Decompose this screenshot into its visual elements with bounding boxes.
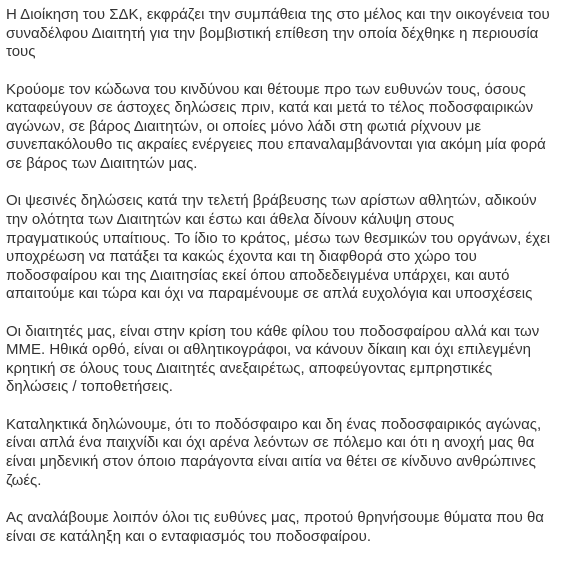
paragraph-warning: Κρούομε τον κώδωνα του κινδύνου και θέτουμε προ των ευθυνών τους, όσους καταφεύγουν σε άστοχες δηλώσεις πριν, κατά και μετά το τέλος ποδοσφαιρικών αγώνων, σε βάρος Διαιτητών, οι οποίες μόνο λάδι στη φωτιά ρίχνουν με συνεπακόλουθο τις ακραίες ενέργειες που επαναλαμβάνονται για ακόμη μία φορά σε βάρος των Διαιτητών μας. (6, 80, 546, 172)
paragraph-statements: Οι ψεσινές δηλώσεις κατά την τελετή βράβευσης των αρίστων αθλητών, αδικούν την ολότητα των Διαιτητών και έστω και άθελα δίνουν κάλυψη στους πραγματικούς υπαίτιους. Το ίδιο το κράτος, μέσω των θεσμικών του οργάνων, έχει υποχρέωση να πατάξει τα κακώς έχοντα και τη διαφθορά στο χώρο του ποδοσφαίρου και της Διαιτησίας εκεί όπου αποδεδειγμένα υπάρχει, και αυτό απαιτούμε και τώρα και όχι να παραμένουμε σε απλά ευχολόγια και υποσχέσεις (6, 192, 551, 303)
paragraph-closing: Ας αναλάβουμε λοιπόν όλοι τις ευθύνες μας, προτού θρηνήσουμε θύματα που θα είναι σε κατάληξη και ο ενταφιασμός του ποδοσφαίρου. (6, 509, 544, 545)
paragraph-conclusion: Καταληκτικά δηλώνουμε, ότι το ποδόσφαιρο και δη ένας ποδοσφαιρικός αγώνας, είναι απλά ένα παιχνίδι και όχι αρένα λεόντων σε πόλεμο και ότι η ανοχή μας θα είναι μηδενική στον όποιο παράγοντα είναι αιτία να θέτει σε κίνδυνο ανθρώπινες ζωές. (6, 415, 542, 489)
paragraph-sympathy: Η Διοίκηση του ΣΔΚ, εκφράζει την συμπάθεια της στο μέλος και την οικογένεια του συναδέλφου Διαιτητή για την βομβιστική επίθεση την οποία δέχθηκε η περιουσία τους (6, 6, 550, 61)
press-statement (6, 6, 581, 546)
paragraph-media: Οι διαιτητές μας, είναι στην κρίση του κάθε φίλου του ποδοσφαίρου αλλά και των ΜΜΕ. Ηθικά ορθό, είναι οι αθλητικογράφοι, να κάνουν δίκαιη και όχι επιλεγμένη κρητική σε όλους τους Διαιτητές ανεξαιρέτως, αποφεύγοντας εμπρηστικές δηλώσεις / τοποθετήσεις. (6, 322, 540, 396)
